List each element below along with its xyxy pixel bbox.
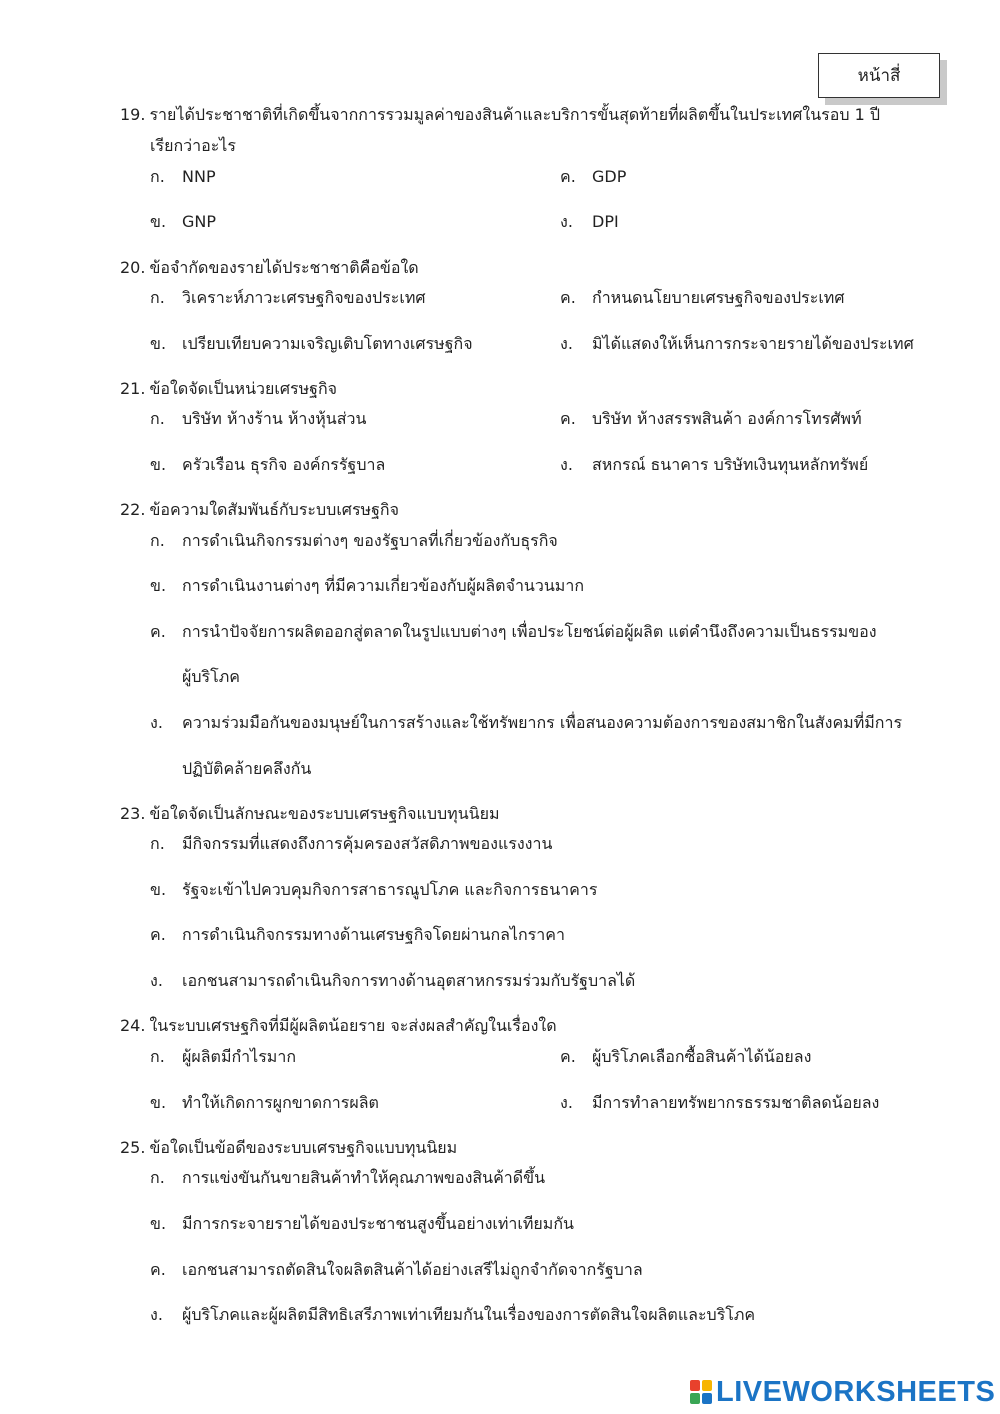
option-d[interactable]: ง. ความร่วมมือกันของมนุษย์ในการสร้างและใช้ทรัพยากร เพื่อสนองความต้องการของสมาชิกในสังคมที่มีการ [150,713,903,732]
question-number: 25. [120,1138,146,1157]
option-c[interactable]: ค. การดำเนินกิจกรรมทางด้านเศรษฐกิจโดยผ่านกลไกราคา [150,925,565,944]
question-23 [120,799,920,829]
option-a[interactable]: ก. ผู้ผลิตมีกำไรมาก [150,1047,297,1066]
liveworksheets-logo [690,1374,995,1410]
question-number: 19. [120,105,146,124]
logo-mark-icon [690,1380,712,1404]
question-text: ในระบบเศรษฐกิจที่มีผู้ผลิตน้อยราย จะส่งผลสำคัญในเรื่องใด [149,1016,557,1035]
question-text: ข้อความใดสัมพันธ์กับระบบเศรษฐกิจ [149,500,399,519]
option-a[interactable]: ก. NNP [150,167,216,186]
logo-text: LIVEWORKSHEETS [716,1375,996,1408]
question-24 [120,1011,920,1041]
question-text-cont: เรียกว่าอะไร [150,136,236,155]
option-b[interactable]: ข. มีการกระจายรายได้ของประชาชนสูงขึ้นอย่างเท่าเทียมกัน [150,1214,574,1233]
question-text: รายได้ประชาชาติที่เกิดขึ้นจากการรวมมูลค่าของสินค้าและบริการขั้นสุดท้ายที่ผลิตขึ้นในประเทศในรอบ 1 ปี [149,105,880,124]
option-d[interactable]: ง. DPI [560,212,619,231]
question-text: ข้อใดจัดเป็นลักษณะของระบบเศรษฐกิจแบบทุนนิยม [149,804,500,823]
question-text: ข้อใดจัดเป็นหน่วยเศรษฐกิจ [149,379,338,398]
option-c[interactable]: ค. บริษัท ห้างสรรพสินค้า องค์การโทรศัพท์ [560,409,862,428]
question-text: ข้อใดเป็นข้อดีของระบบเศรษฐกิจแบบทุนนิยม [149,1138,458,1157]
option-a[interactable]: ก. การดำเนินกิจกรรมต่างๆ ของรัฐบาลที่เกี่ยวข้องกับธุรกิจ [150,531,558,550]
question-25 [120,1133,920,1163]
option-a[interactable]: ก. วิเคราะห์ภาวะเศรษฐกิจของประเทศ [150,288,426,307]
option-a[interactable]: ก. มีกิจกรรมที่แสดงถึงการคุ้มครองสวัสดิภาพของแรงงาน [150,834,553,853]
option-b[interactable]: ข. ทำให้เกิดการผูกขาดการผลิต [150,1093,379,1112]
question-number: 21. [120,379,146,398]
question-21 [120,374,920,404]
option-b[interactable]: ข. การดำเนินงานต่างๆ ที่มีความเกี่ยวข้องกับผู้ผลิตจำนวนมาก [150,576,584,595]
option-d[interactable]: ง. สหกรณ์ ธนาคาร บริษัทเงินทุนหลักทรัพย์ [560,455,869,474]
option-b[interactable]: ข. เปรียบเทียบความเจริญเติบโตทางเศรษฐกิจ [150,334,473,353]
question-number: 20. [120,258,146,277]
question-22 [120,495,920,525]
option-c[interactable]: ค. กำหนดนโยบายเศรษฐกิจของประเทศ [560,288,845,307]
question-number: 23. [120,804,146,823]
question-19 [120,100,920,130]
option-c-cont: ผู้บริโภค [182,667,240,686]
page-label [818,53,940,98]
option-c[interactable]: ค. ผู้บริโภคเลือกซื้อสินค้าได้น้อยลง [560,1047,812,1066]
question-20 [120,253,920,283]
option-d[interactable]: ง. มิได้แสดงให้เห็นการกระจายรายได้ของประเทศ [560,334,914,353]
option-c[interactable]: ค. เอกชนสามารถตัดสินใจผลิตสินค้าได้อย่างเสรีไม่ถูกจำกัดจากรัฐบาล [150,1260,643,1279]
option-d-cont: ปฏิบัติคล้ายคลึงกัน [182,759,312,778]
option-d[interactable]: ง. มีการทำลายทรัพยากรธรรมชาติลดน้อยลง [560,1093,880,1112]
question-text: ข้อจำกัดของรายได้ประชาชาติคือข้อใด [149,258,419,277]
option-d[interactable]: ง. เอกชนสามารถดำเนินกิจการทางด้านอุตสาหกรรมร่วมกับรัฐบาลได้ [150,971,636,990]
option-a[interactable]: ก. บริษัท ห้างร้าน ห้างหุ้นส่วน [150,409,367,428]
option-c[interactable]: ค. GDP [560,167,627,186]
option-b[interactable]: ข. GNP [150,212,217,231]
question-number: 24. [120,1016,146,1035]
option-c[interactable]: ค. การนำปัจจัยการผลิตออกสู่ตลาดในรูปแบบต่างๆ เพื่อประโยชน์ต่อผู้ผลิต แต่คำนึงถึงความเป็นธรรมของ [150,622,877,641]
question-number: 22. [120,500,146,519]
option-b[interactable]: ข. ครัวเรือน ธุรกิจ องค์กรรัฐบาล [150,455,386,474]
option-d[interactable]: ง. ผู้บริโภคและผู้ผลิตมีสิทธิเสรีภาพเท่าเทียมกันในเรื่องของการตัดสินใจผลิตและบริโภค [150,1305,756,1324]
option-b[interactable]: ข. รัฐจะเข้าไปควบคุมกิจการสาธารณูปโภค และกิจการธนาคาร [150,880,598,899]
page-label-text: หน้าสี่ [857,66,901,86]
option-a[interactable]: ก. การแข่งขันกันขายสินค้าทำให้คุณภาพของสินค้าดีขึ้น [150,1168,546,1187]
